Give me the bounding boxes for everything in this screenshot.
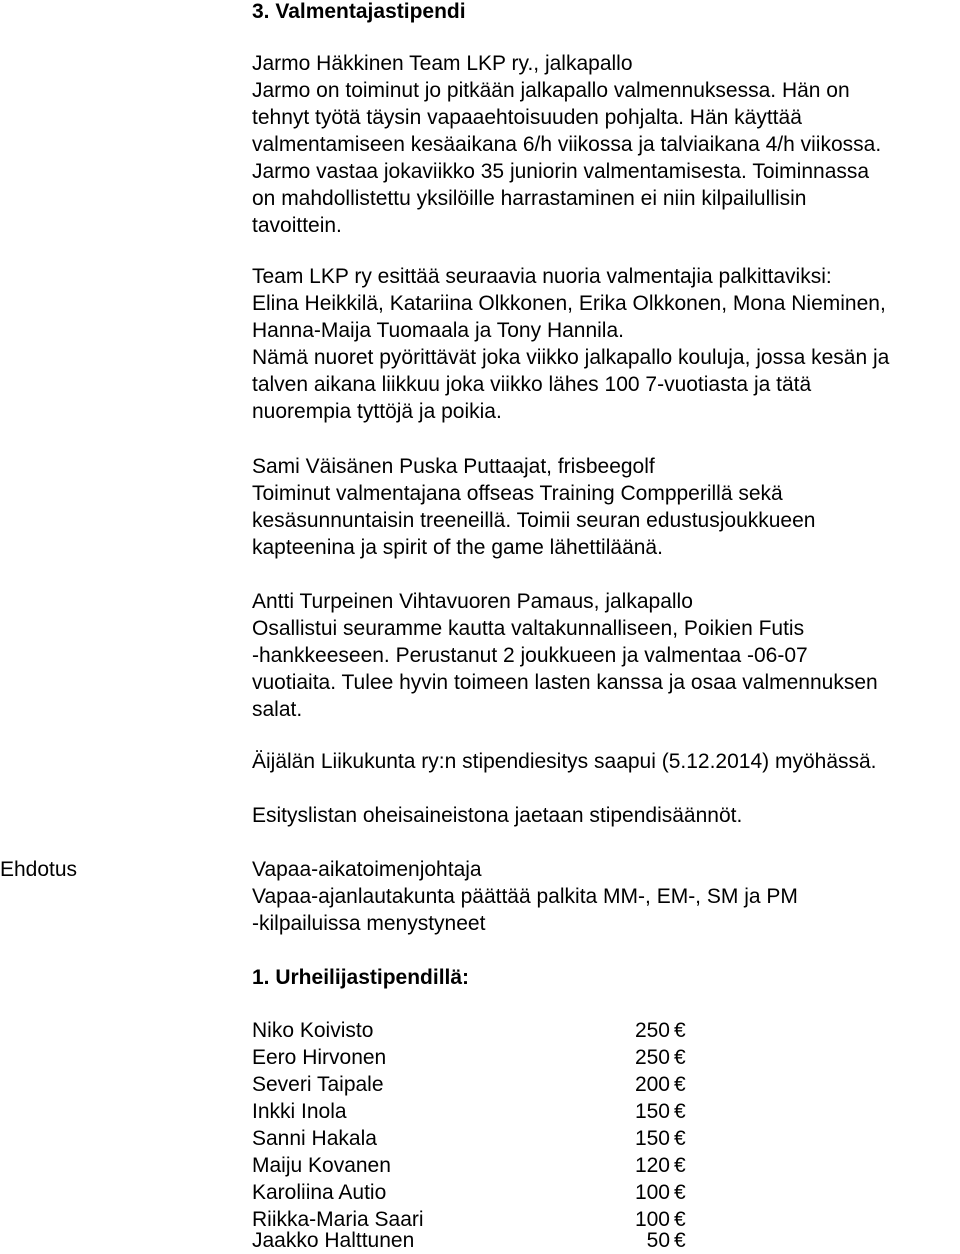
award-amount: 100 <box>634 1181 670 1204</box>
award-amount: 200 <box>634 1073 670 1096</box>
text-line: Jarmo Häkkinen Team LKP ry., jalkapallo <box>252 52 633 75</box>
euro-symbol: € <box>674 1019 686 1042</box>
text-line: kesäsunnuntaisin treeneillä. Toimii seuran edustusjoukkueen <box>252 509 816 532</box>
award-row <box>0 1152 960 1179</box>
text-line: Nämä nuoret pyörittävät joka viikko jalkapallo kouluja, jossa kesän ja <box>252 346 890 369</box>
award-row <box>0 1179 960 1206</box>
text-line: Antti Turpeinen Vihtavuoren Pamaus, jalkapallo <box>252 590 693 613</box>
proposal-label: Ehdotus <box>0 858 78 881</box>
award-row <box>0 1227 960 1254</box>
text-line: Elina Heikkilä, Katariina Olkkonen, Erika Olkkonen, Mona Nieminen, <box>252 292 886 315</box>
text-line: tehnyt työtä täysin vapaaehtoisuuden pohjalta. Hän käyttää <box>252 106 802 129</box>
text-line: Osallistui seuramme kautta valtakunnalliseen, Poikien Futis <box>252 617 805 640</box>
paragraph-attachments: Esityslistan oheisaineistona jaetaan stipendisäännöt. <box>252 804 743 827</box>
text-line: Jarmo on toiminut jo pitkään jalkapallo valmennuksessa. Hän on <box>252 79 850 102</box>
award-name: Riikka-Maria Saari <box>252 1208 424 1231</box>
text-line: Sami Väisänen Puska Puttaajat, frisbeegolf <box>252 455 655 478</box>
award-amount: 120 <box>634 1154 670 1177</box>
award-amount: 150 <box>634 1100 670 1123</box>
paragraph-antti <box>252 588 878 723</box>
award-name: Niko Koivisto <box>252 1019 374 1042</box>
text-line: Vapaa-aikatoimenjohtaja <box>252 858 482 881</box>
text-line: valmentamiseen kesäaikana 6/h viikossa ja talviaikana 4/h viikossa. <box>252 133 882 156</box>
euro-symbol: € <box>674 1181 686 1204</box>
text-line: Team LKP ry esittää seuraavia nuoria valmentajia palkittaviksi: <box>252 265 832 288</box>
awards-subheading: 1. Urheilijastipendillä: <box>252 966 470 989</box>
award-row <box>0 1071 960 1098</box>
euro-symbol: € <box>674 1046 686 1069</box>
award-name: Karoliina Autio <box>252 1181 387 1204</box>
award-name: Eero Hirvonen <box>252 1046 387 1069</box>
proposal-text <box>252 856 798 937</box>
euro-symbol: € <box>674 1229 686 1252</box>
text-line: kapteenina ja spirit of the game lähettiläänä. <box>252 536 663 559</box>
text-line: nuorempia tyttöjä ja poikia. <box>252 400 502 423</box>
paragraph-team-lkp <box>252 263 889 425</box>
euro-symbol: € <box>674 1073 686 1096</box>
text-line: salat. <box>252 698 303 721</box>
award-name: Inkki Inola <box>252 1100 347 1123</box>
paragraph-jarmo <box>252 50 881 239</box>
award-amount: 250 <box>634 1046 670 1069</box>
text-line: -hankkeeseen. Perustanut 2 joukkueen ja valmentaa -06-07 <box>252 644 808 667</box>
euro-symbol: € <box>674 1208 686 1231</box>
text-line: vuotiaita. Tulee hyvin toimeen lasten kanssa ja osaa valmennuksen <box>252 671 878 694</box>
award-amount: 100 <box>634 1208 670 1231</box>
award-amount: 250 <box>634 1019 670 1042</box>
text-line: tavoittein. <box>252 214 342 237</box>
award-row <box>0 1098 960 1125</box>
paragraph-sami <box>252 453 815 561</box>
award-amount: 50 <box>646 1229 670 1252</box>
euro-symbol: € <box>674 1100 686 1123</box>
award-name: Maiju Kovanen <box>252 1154 391 1177</box>
award-name: Severi Taipale <box>252 1073 384 1096</box>
award-amount: 150 <box>634 1127 670 1150</box>
text-line: -kilpailuissa menystyneet <box>252 912 486 935</box>
text-line: Hanna-Maija Tuomaala ja Tony Hannila. <box>252 319 624 342</box>
award-row <box>0 1125 960 1152</box>
text-line: Toiminut valmentajana offseas Training Compperillä sekä <box>252 482 783 505</box>
text-line: Vapaa-ajanlautakunta päättää palkita MM-, EM-, SM ja PM <box>252 885 798 908</box>
paragraph-aijala: Äijälän Liikukunta ry:n stipendiesitys saapui (5.12.2014) myöhässä. <box>252 750 877 773</box>
euro-symbol: € <box>674 1127 686 1150</box>
text-line: on mahdollistettu yksilöille harrastaminen ei niin kilpailullisin <box>252 187 807 210</box>
award-name: Sanni Hakala <box>252 1127 377 1150</box>
award-row <box>0 1044 960 1071</box>
award-name: Jaakko Halttunen <box>252 1229 415 1252</box>
euro-symbol: € <box>674 1154 686 1177</box>
text-line: talven aikana liikkuu joka viikko lähes 100 7-vuotiasta ja tätä <box>252 373 812 396</box>
award-row <box>0 1017 960 1044</box>
text-line: Jarmo vastaa jokaviikko 35 juniorin valmentamisesta. Toiminnassa <box>252 160 870 183</box>
section-heading: 3. Valmentajastipendi <box>252 0 466 23</box>
